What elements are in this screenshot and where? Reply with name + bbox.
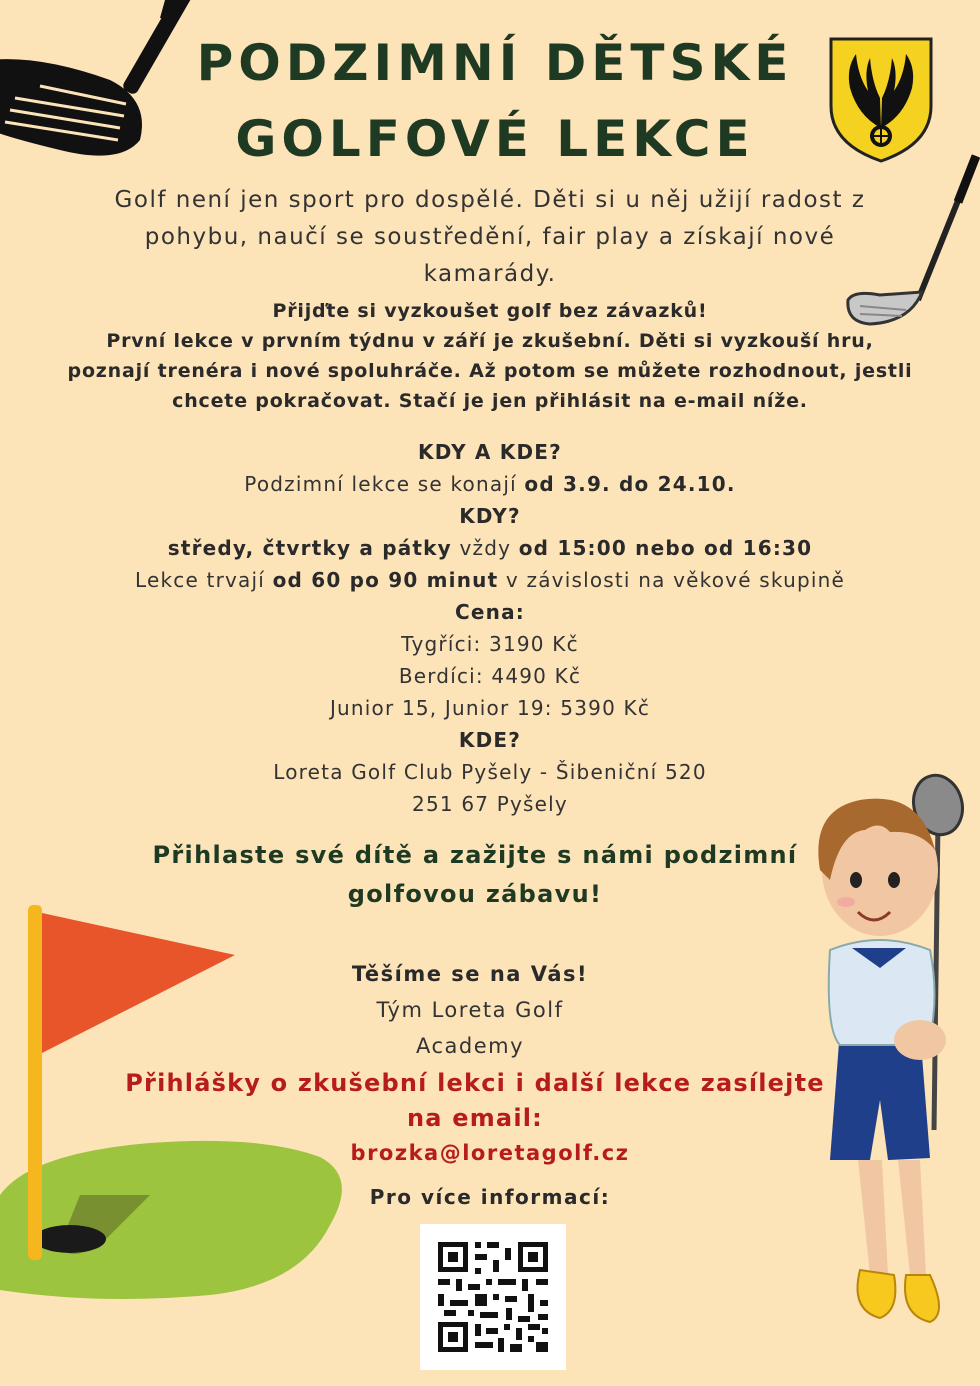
days-line: středy, čtvrtky a pátky vždy od 15:00 nebo od 16:30 (167, 536, 813, 560)
price-item: Junior 15, Junior 19: 5390 Kč (329, 696, 651, 720)
team-line-1: Tým Loreta Golf (376, 998, 564, 1022)
location-line-1: Loreta Golf Club Pyšely - Šibeniční 520 (273, 760, 707, 784)
price-item: Berdíci: 4490 Kč (398, 664, 582, 688)
trial-info (20, 296, 960, 416)
trial-line-2: První lekce v prvním týdnu v září je zkušební. Děti si vyzkouší hru, (106, 330, 874, 352)
location-heading: KDE? (458, 728, 522, 752)
qr-code-graphic (420, 1224, 566, 1370)
greeting: Těšíme se na Vás! (351, 962, 589, 986)
intro-text (70, 182, 910, 293)
crest-icon (828, 36, 934, 164)
more-info-label: Pro více informací: (369, 1185, 611, 1209)
poster-title (150, 32, 840, 170)
schedule-section (0, 436, 980, 820)
trial-line-1: Přijďte si vyzkoušet golf bez závazků! (272, 300, 708, 322)
intro-line-2: pohybu, naučí se soustředění, fair play a získají nové (144, 224, 836, 250)
trial-line-3: poznají trenéra i nové spoluhráče. Až potom se můžete rozhodnout, jestli (67, 360, 913, 382)
title-line-2: GOLFOVÉ LEKCE (235, 110, 755, 168)
heading-when-where: KDY A KDE? (418, 440, 562, 464)
price-item: Tygříci: 3190 Kč (401, 632, 579, 656)
qr-code-icon[interactable] (420, 1224, 566, 1370)
cta-line-1: Přihlaste své dítě a zažijte s námi podzimní (152, 841, 798, 869)
location-line-2: 251 67 Pyšely (412, 792, 568, 816)
cta-line-2: golfovou zábavu! (347, 880, 603, 908)
dates-line: Podzimní lekce se konají od 3.9. do 24.10. (244, 472, 736, 496)
team-line-2: Academy (415, 1034, 525, 1058)
duration-line: Lekce trvají od 60 po 90 minut v závislosti na věkové skupině (135, 568, 845, 592)
heading-when: KDY? (459, 504, 521, 528)
apply-line-2: na email: (407, 1104, 543, 1132)
intro-line-1: Golf není jen sport pro dospělé. Děti si u něj užijí radost z (114, 187, 866, 213)
intro-line-3: kamarády. (423, 261, 557, 287)
title-line-1: PODZIMNÍ DĚTSKÉ (196, 34, 794, 92)
trial-line-4: chcete pokračovat. Stačí je jen přihlásit na e-mail níže. (172, 390, 808, 412)
golf-boy-icon (770, 770, 980, 1360)
email-link[interactable]: brozka@loretagolf.cz (350, 1141, 630, 1165)
signoff (270, 956, 670, 1064)
apply-text (90, 1066, 860, 1136)
price-heading: Cena: (455, 600, 525, 624)
apply-line-1: Přihlášky o zkušební lekci i další lekce zasílejte (125, 1069, 825, 1097)
